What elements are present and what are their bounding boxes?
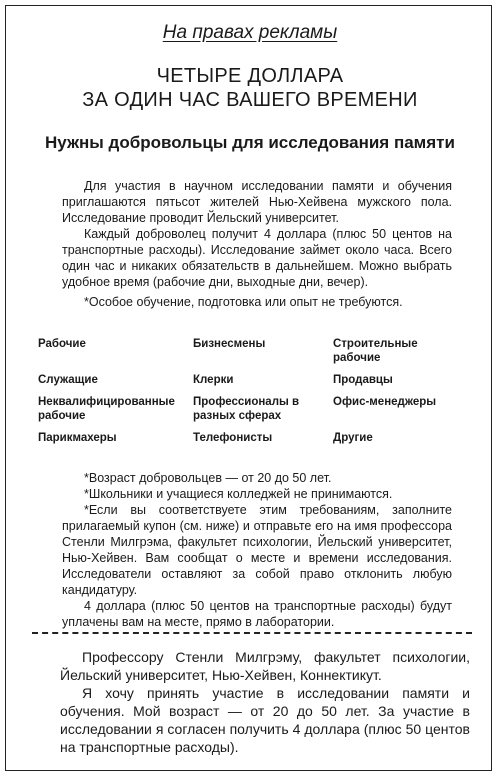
- occupation-item: Офис-менеджеры: [333, 396, 437, 408]
- occupation-item: Бизнесмены: [193, 338, 266, 350]
- coupon: [60, 648, 470, 756]
- condition-paragraph: *Если вы соответствуете этим требованиям, заполните прилагаемый купон (см. ниже) и отправьте его на имя профессора Стенли Милгрэма, факультет психологии, Йельский университет, Нью-Хейвен. Вам сообщат о месте и времени исследования. Исследователи оставляют за собой право отклонить любую кандидатуру.: [62, 503, 452, 597]
- occupation-item: Строительные рабочие: [333, 338, 418, 364]
- occupation-item: Рабочие: [38, 338, 86, 350]
- occupation-item: Клерки: [193, 374, 234, 386]
- intro-paragraph: Каждый доброволец получит 4 доллара (плюс 50 центов на транспортные расходы). Исследование займет около часа. Всего один час и никаких обязательств в дальнейшем. Можно выбрать удобное время (рабочие дни, выходные дни, вечер).: [62, 227, 452, 289]
- occupation-item: Профессионалы в разных сферах: [193, 396, 300, 422]
- occupation-item: Неквалифицированные рабочие: [38, 396, 175, 422]
- occupation-item: Другие: [333, 432, 373, 444]
- intro-paragraph: Для участия в научном исследовании памяти и обучения приглашаются пятьсот жителей Нью-Хейвена мужского пола. Исследование проводит Йельский университет.: [62, 179, 452, 225]
- condition-paragraph: *Школьники и учащиеся колледжей не принимаются.: [84, 487, 393, 501]
- headline-line-2: ЗА ОДИН ЧАС ВАШЕГО ВРЕМЕНИ: [82, 89, 418, 111]
- occupation-item: Парикмахеры: [38, 432, 117, 444]
- coupon-cut-line: [32, 632, 472, 634]
- condition-paragraph: 4 доллара (плюс 50 центов на транспортные расходы) будут уплачены вам на месте, прямо в лаборатории.: [62, 599, 452, 629]
- occupation-item: Продавцы: [333, 374, 393, 386]
- conditions-text: [62, 470, 452, 630]
- headline-line-1: ЧЕТЫРЕ ДОЛЛАРА: [156, 65, 344, 87]
- occupation-item: Телефонисты: [193, 432, 273, 444]
- occupation-item: Служащие: [38, 374, 98, 386]
- headline: [0, 64, 500, 112]
- occupation-list: [38, 337, 478, 445]
- condition-paragraph: *Возраст добровольцев — от 20 до 50 лет.: [84, 471, 332, 485]
- coupon-statement: Я хочу принять участие в исследовании памяти и обучения. Мой возраст — от 20 до 50 лет. За участие в исследовании я согласен получить 4 доллара (плюс 50 центов на транспортные расходы).: [60, 685, 470, 755]
- ad-label: На правах рекламы: [162, 22, 338, 43]
- subhead: Нужны добровольцы для исследования памяти: [45, 133, 455, 152]
- intro-text: [62, 178, 452, 310]
- intro-paragraph: *Особое обучение, подготовка или опыт не требуются.: [84, 295, 403, 309]
- coupon-address: Профессору Стенли Милгрэму, факультет психологии, Йельский университет, Нью-Хейвен, Коннектикут.: [60, 649, 470, 683]
